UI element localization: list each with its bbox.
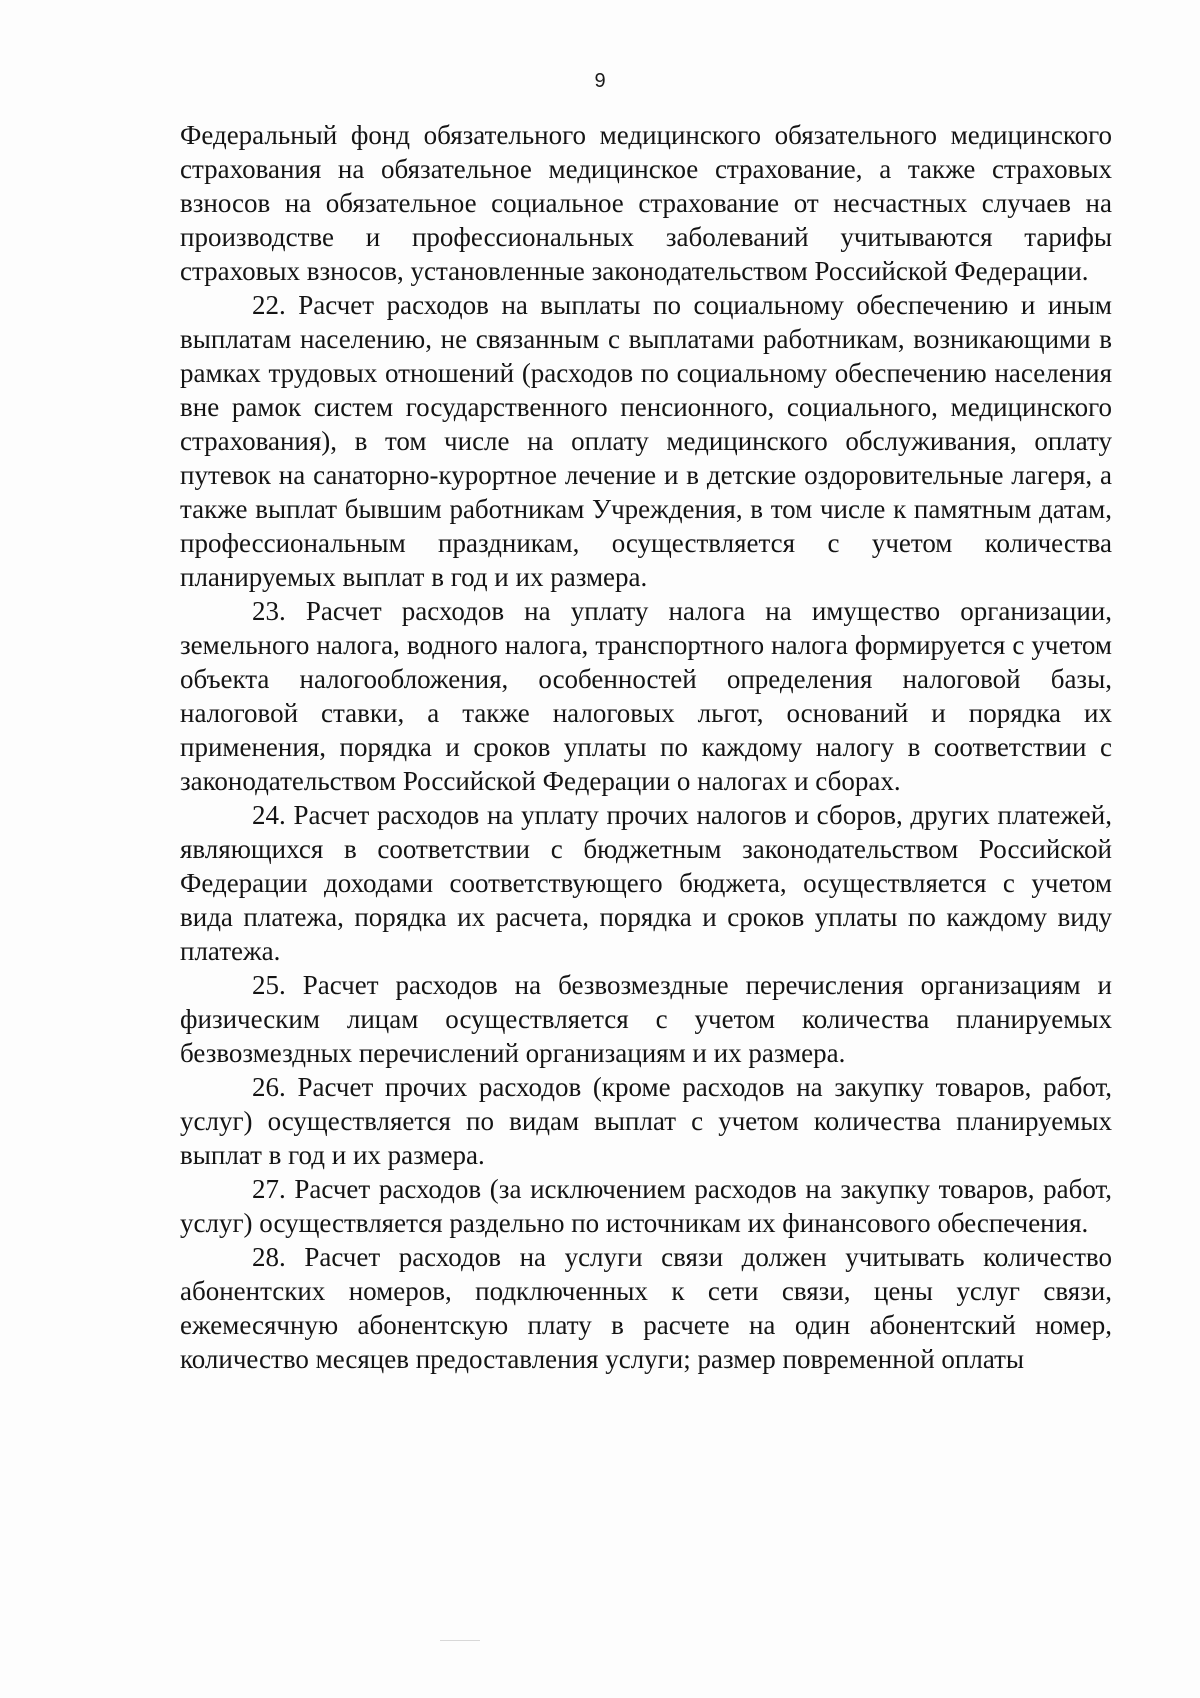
paragraph-26: 26. Расчет прочих расходов (кроме расходов на закупку товаров, работ, услуг) осуществляется по видам выплат с учетом количества планируемых выплат в год и их размера.	[180, 1072, 1112, 1170]
paragraph-25: 25. Расчет расходов на безвозмездные перечисления организациям и физическим лицам осуществляется с учетом количества планируемых безвозмездных перечислений организациям и их размера.	[180, 970, 1112, 1068]
scan-artifact	[440, 1640, 480, 1641]
document-body	[180, 118, 1112, 1376]
paragraph-22: 22. Расчет расходов на выплаты по социальному обеспечению и иным выплатам населению, не связанным с выплатами работникам, возникающими в рамках трудовых отношений (расходов по социальному обеспечению населения вне рамок систем государственного пенсионного, социального, медицинского страхования), в том числе на оплату медицинского обслуживания, оплату путевок на санаторно-курортное лечение и в детские оздоровительные лагеря, а также выплат бывшим работникам Учреждения, в том числе к памятным датам, профессиональным праздникам, осуществляется с учетом количества планируемых выплат в год и их размера.	[180, 290, 1112, 592]
paragraph-28: 28. Расчет расходов на услуги связи должен учитывать количество абонентских номеров, подключенных к сети связи, цены услуг связи, ежемесячную абонентскую плату в расчете на один абонентский номер, количество месяцев предоставления услуги; размер повременной оплаты	[180, 1242, 1112, 1374]
paragraph-23: 23. Расчет расходов на уплату налога на имущество организации, земельного налога, водного налога, транспортного налога формируется с учетом объекта налогообложения, особенностей определения налоговой базы, налоговой ставки, а также налоговых льгот, оснований и порядка их применения, порядка и сроков уплаты по каждому налогу в соответствии с законодательством Российской Федерации о налогах и сборах.	[180, 596, 1112, 796]
paragraph-24: 24. Расчет расходов на уплату прочих налогов и сборов, других платежей, являющихся в соответствии с бюджетным законодательством Российской Федерации доходами соответствующего бюджета, осуществляется с учетом вида платежа, порядка их расчета, порядка и сроков уплаты по каждому виду платежа.	[180, 800, 1112, 966]
paragraph-27: 27. Расчет расходов (за исключением расходов на закупку товаров, работ, услуг) осуществляется раздельно по источникам их финансового обеспечения.	[180, 1174, 1112, 1238]
paragraph-continuation: Федеральный фонд обязательного медицинского обязательного медицинского страхования на обязательное медицинское страхование, а также страховых взносов на обязательное социальное страхование от несчастных случаев на производстве и профессиональных заболеваний учитываются тарифы страховых взносов, установленные законодательством Российской Федерации.	[180, 120, 1112, 286]
page-number: 9	[594, 70, 606, 92]
